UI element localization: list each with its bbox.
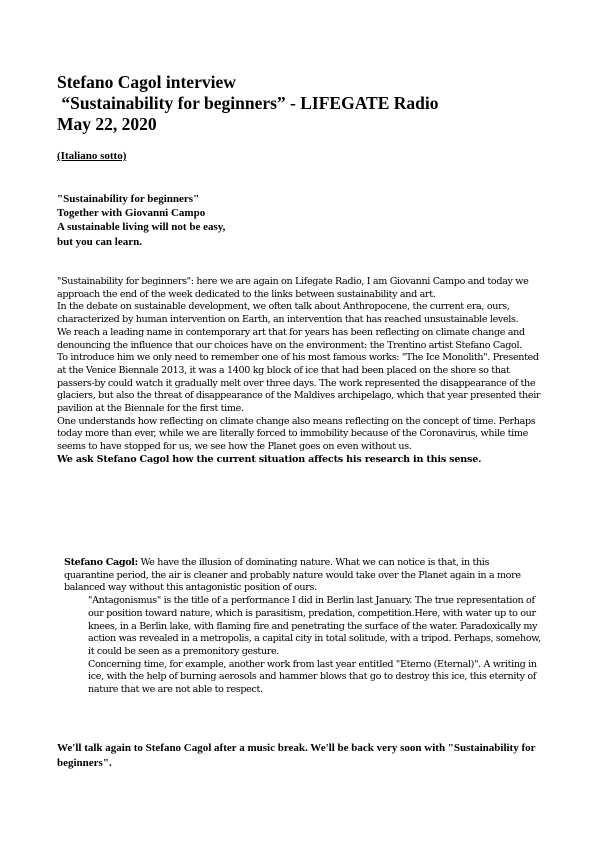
intro-paragraph: To introduce him we only need to remember one of his most famous works: "The Ice Monolith". Presented at the Venice Biennale 2013, it was a 1400 kg block of ice that had been placed on the shore so that passers-by could watch it gradually melt over three days. The work represented the disappearance of the glaciers, but also the threat of disappearance of the Maldives archipelago, which that year presented their pavilion at the Biennale for the first time. — [57, 352, 541, 415]
intro-paragraph: One understands how reflecting on climate change also means reflecting on the concept of time. Perhaps today more than ever, while we are literally forced to immobility because of the Coronavirus, while time seems to have stopped for us, we see how the Planet goes on even without us. — [57, 415, 536, 453]
italian-version-link[interactable]: (Italiano sotto) — [57, 150, 127, 162]
subtitle-line-3: A sustainable living will not be easy, — [57, 221, 226, 234]
intro-section — [57, 276, 541, 467]
answer-text: We have the illusion of dominating nature. What we can notice is that, in this quarantine period, the air is cleaner and probably nature would take over the Planet again in a more balanced way without this antagonistic position of ours. — [64, 557, 521, 594]
title-line-date: May 22, 2020 — [57, 114, 157, 134]
answer-section — [64, 557, 541, 697]
answer-paragraph — [64, 557, 541, 595]
subtitle-line-4: but you can learn. — [57, 235, 142, 248]
subtitle-line-2: Together with Giovanni Campo — [57, 207, 206, 220]
intro-paragraph: "Sustainability for beginners": here we are again on Lifegate Radio, I am Giovanni Campo and today we approach the end of the week dedicated to the links between sustainability and art. — [57, 276, 529, 300]
closing-statement: We'll talk again to Stefano Cagol after a music break. We'll be back very soon with "Sustainability for beginners". — [57, 742, 536, 769]
answer-paragraph: "Antagonismus" is the title of a performance I did in Berlin last January. The true representation of our position toward nature, which is parasitism, predation, competition.Here, with water up to our knees, in a Berlin lake, with flaming fire and penetrating the surface of the water. Paradoxically my action was revealed in a metropolis, a capital city in total solitude, with a tripod. Perhaps, somehow, it could be seen as a premonitory gesture. — [88, 595, 541, 657]
intro-paragraph: In the debate on sustainable development, we often talk about Anthropocene, the current era, ours, characterized by human intervention on Earth, an intervention that has reached unsustainable levels. — [57, 301, 519, 326]
document-title — [57, 72, 439, 135]
program-subtitle — [57, 192, 225, 249]
subtitle-line-1: "Sustainability for beginners" — [57, 193, 200, 205]
intro-paragraph: We reach a leading name in contemporary art that for years has been reflecting on climate change and denouncing the influence that our choices have on the environment: the Trentino artist Stefano Cagol. — [57, 326, 525, 351]
title-line-interview: Stefano Cagol interview — [57, 72, 236, 92]
interview-question: We ask Stefano Cagol how the current situation affects his research in this sense. — [57, 453, 482, 465]
title-line-program: “Sustainability for beginners” - LIFEGATE Radio — [57, 93, 439, 113]
answer-paragraph: Concerning time, for example, another work from last year entitled "Eterno (Eternal)". A writing in ice, with the help of burning aerosols and hammer blows that go to destroy this ice, this eternity of nature that we are not able to respect. — [88, 658, 537, 696]
speaker-name: Stefano Cagol: — [64, 557, 138, 568]
